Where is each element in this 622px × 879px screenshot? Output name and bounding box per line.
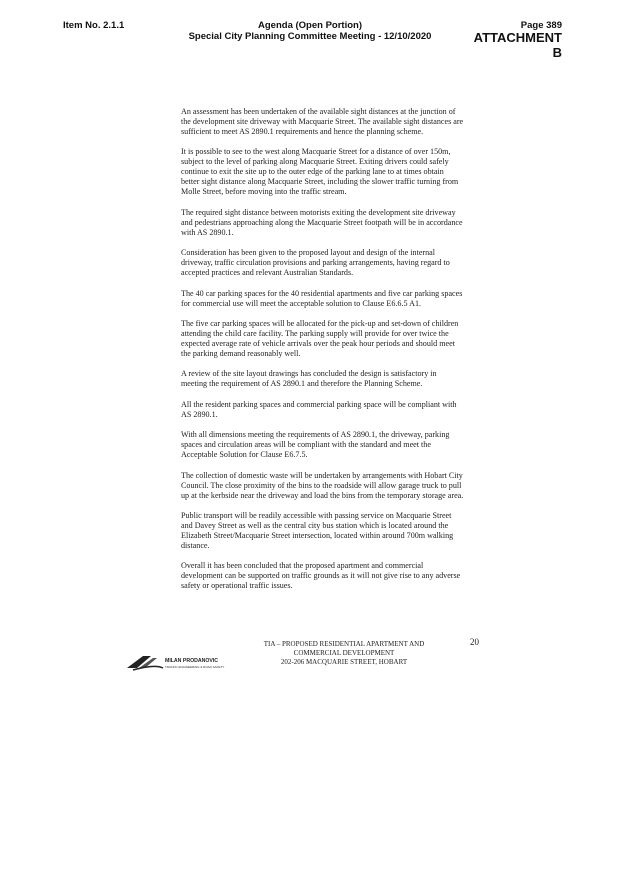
attachment-label: ATTACHMENT B: [473, 30, 562, 60]
paragraph: Overall it has been concluded that the proposed apartment and commercial development can be supported on traffic grounds as it will not give rise to any adverse safety or operational traffic issues.: [181, 561, 461, 591]
document-body: [181, 107, 464, 602]
footer-line-2: COMMERCIAL DEVELOPMENT: [293, 649, 395, 657]
logo-name: MILAN PRODANOVIC: [165, 658, 219, 664]
paragraph: A review of the site layout drawings has concluded the design is satisfactory in meeting the requirement of AS 2890.1 and therefore the Planning Scheme.: [181, 369, 437, 389]
paragraph: With all dimensions meeting the requirements of AS 2890.1, the driveway, parking spaces and circulation areas will be compliant with the standard and meet the Acceptable Solution for Clause E6.7.5.: [181, 430, 450, 460]
paragraph: All the resident parking spaces and commercial parking space will be compliant with AS 2890.1.: [181, 399, 457, 419]
logo-subtitle: TRAFFIC ENGINEERING & ROAD SAFETY: [165, 665, 225, 669]
footer-title: [236, 640, 452, 667]
paragraph: It is possible to see to the west along Macquarie Street for a distance of over 150m, subject to the level of parking along Macquarie Street. Exiting drivers could safely continue to exit the site up to the outer edge of the parking lane to at times obtain better sight distance along Macquarie Street, including the slower traffic turning from Molle Street, before moving into the traffic stream.: [181, 147, 459, 197]
paragraph: Consideration has been given to the proposed layout and design of the internal driveway, traffic circulation provisions and parking arrangements, having regard to accepted practices and relevant Australian Standards.: [181, 248, 450, 278]
paragraph: Public transport will be readily accessible with passing service on Macquarie Street and Davey Street as well as the central city bus station which is located around the Elizabeth Street/Macquarie Street intersection, located within around 700m walking distance.: [181, 510, 454, 550]
footer-line-3: 202-206 MACQUARIE STREET, HOBART: [280, 658, 408, 666]
paragraph: The 40 car parking spaces for the 40 residential apartments and five car parking spaces for commercial use will meet the acceptable solution to Clause E6.6.5 A1.: [181, 288, 463, 308]
agenda-line-2: Special City Planning Committee Meeting - 12/10/2020: [188, 31, 432, 42]
paragraph: An assessment has been undertaken of the available sight distances at the junction of the development site driveway with Macquarie Street. The available sight distances are sufficient to meet AS 2890.1 requirements and hence the planning scheme.: [181, 107, 464, 136]
company-logo-icon: [125, 650, 235, 672]
footer-page-number: 20: [470, 637, 479, 647]
agenda-title: [140, 20, 480, 42]
agenda-line-1: Agenda (Open Portion): [258, 20, 362, 31]
footer-line-1: TIA – PROPOSED RESIDENTIAL APARTMENT AND: [263, 640, 425, 648]
paragraph: The collection of domestic waste will be undertaken by arrangements with Hobart City Council. The close proximity of the bins to the roadside will allow garage truck to pull up at the kerbside near the driveway and load the bins from the temporary storage area.: [181, 470, 464, 500]
paragraph: The five car parking spaces will be allocated for the pick-up and set-down of children attending the child care facility. The parking supply will provide for over twice the expected average rate of vehicle arrivals over the peak hour periods and should meet the parking demand reasonably well.: [181, 318, 459, 358]
page-label: Page 389: [520, 20, 562, 31]
paragraph: The required sight distance between motorists exiting the development site driveway and pedestrians approaching along the Macquarie Street footpath will be in accordance with AS 2890.1.: [181, 207, 463, 237]
item-number: Item No. 2.1.1: [63, 20, 125, 31]
